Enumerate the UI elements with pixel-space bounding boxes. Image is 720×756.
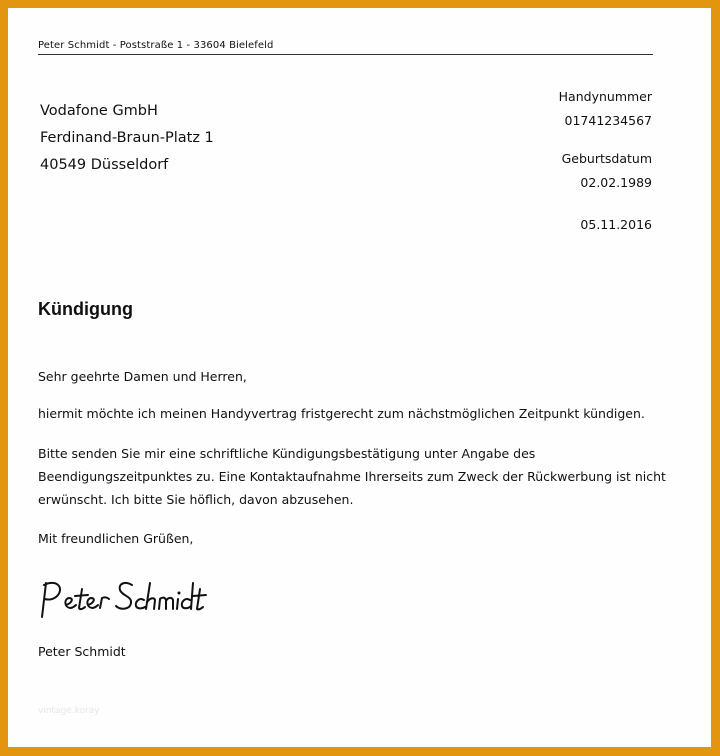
sender-divider (38, 54, 653, 55)
sender-line: Peter Schmidt - Poststraße 1 - 33604 Bielefeld (38, 40, 274, 51)
paragraph-1: hiermit möchte ich meinen Handyvertrag fristgerecht zum nächstmöglichen Zeitpunkt kündigen. (38, 406, 645, 421)
recipient-city: 40549 Düsseldorf (40, 157, 169, 173)
recipient-name: Vodafone GmbH (40, 103, 158, 119)
letter-page (8, 8, 711, 747)
letter-subject: Kündigung (38, 299, 133, 319)
paragraph-2: Bitte senden Sie mir eine schriftliche Kündigungsbestätigung unter Angabe des Beendigungszeitpunktes zu. Eine Kontaktaufnahme Ihrerseits zum Zweck der Rückwerbung ist nicht erwünscht. Ich bitte Sie höflich, davon abzusehen. (38, 446, 666, 507)
handwritten-signature (36, 573, 216, 621)
closing: Mit freundlichen Grüßen, (38, 531, 194, 546)
phone-label: Handynummer (558, 89, 652, 104)
letter-date: 05.11.2016 (580, 217, 652, 232)
salutation: Sehr geehrte Damen und Herren, (38, 369, 247, 384)
birthdate-label: Geburtsdatum (561, 151, 652, 166)
watermark-text: vintage.koray (38, 706, 100, 716)
printed-name: Peter Schmidt (38, 644, 126, 659)
phone-value: 01741234567 (564, 113, 652, 128)
birthdate-value: 02.02.1989 (580, 175, 652, 190)
recipient-street: Ferdinand-Braun-Platz 1 (40, 130, 214, 146)
